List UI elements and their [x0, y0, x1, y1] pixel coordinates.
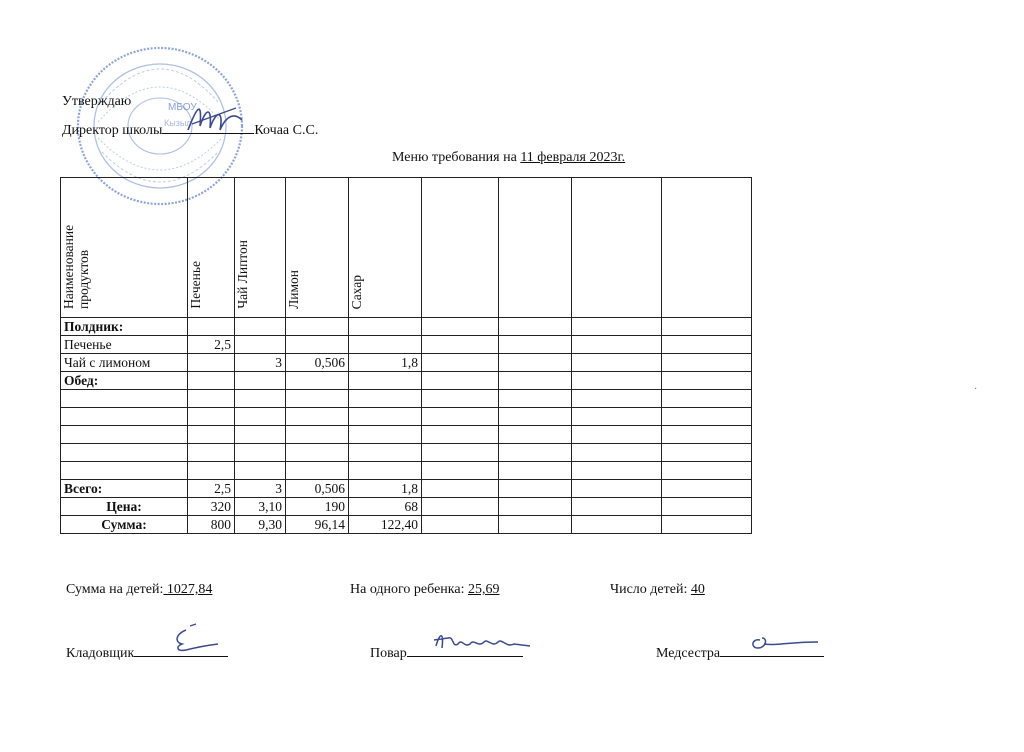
- table-cell: 800: [188, 516, 235, 534]
- storekeeper-signature: [166, 620, 226, 656]
- director-signature: [180, 100, 250, 140]
- table-cell: [349, 336, 422, 354]
- header-column-label: [499, 305, 505, 313]
- children-count-label: Число детей:: [610, 582, 691, 597]
- header-column-label: Лимон: [286, 270, 301, 309]
- children-count-value: 40: [690, 582, 705, 597]
- table-cell: 0,506: [286, 480, 349, 498]
- table-cell: [235, 462, 286, 480]
- table-cell: [572, 408, 662, 426]
- header-column-cell: [499, 178, 572, 318]
- table-cell: [235, 372, 286, 390]
- table-cell: [286, 318, 349, 336]
- table-cell: [422, 390, 499, 408]
- table-cell: [422, 426, 499, 444]
- table-row: [61, 336, 752, 354]
- table-cell: [499, 462, 572, 480]
- table-cell: [235, 336, 286, 354]
- table-cell: [188, 354, 235, 372]
- table-cell: [662, 444, 752, 462]
- table-cell: [572, 516, 662, 534]
- table-cell: [662, 354, 752, 372]
- row-label: Обед:: [61, 372, 188, 390]
- table-cell: [188, 372, 235, 390]
- menu-title-prefix: Меню требования на: [392, 150, 521, 165]
- table-cell: [662, 318, 752, 336]
- nurse-label: Медсестра: [656, 646, 721, 661]
- row-label: [61, 408, 188, 426]
- table-cell: [188, 426, 235, 444]
- table-cell: [422, 480, 499, 498]
- table-cell: [572, 318, 662, 336]
- row-label: [61, 426, 188, 444]
- row-label: [61, 390, 188, 408]
- header-products-label: Наименование продуктов: [61, 224, 91, 309]
- table-cell: [572, 426, 662, 444]
- table-cell: [422, 336, 499, 354]
- table-cell: [235, 318, 286, 336]
- table-cell: [235, 444, 286, 462]
- director-label: Директор школы: [62, 123, 163, 138]
- sum-children: [66, 582, 212, 598]
- header-column-label: Чай Липтон: [235, 240, 250, 309]
- table-cell: [662, 498, 752, 516]
- table-header-row: [61, 178, 752, 318]
- header-column-cell: [349, 178, 422, 318]
- table-cell: [499, 372, 572, 390]
- sum-children-label: Сумма на детей:: [66, 582, 164, 597]
- table-cell: [422, 372, 499, 390]
- table-cell: 190: [286, 498, 349, 516]
- table-cell: [188, 444, 235, 462]
- table-row: [61, 390, 752, 408]
- table-cell: [349, 318, 422, 336]
- table-cell: [499, 516, 572, 534]
- table-cell: [499, 408, 572, 426]
- header-column-cell: [188, 178, 235, 318]
- table-cell: 3: [235, 354, 286, 372]
- table-cell: [572, 336, 662, 354]
- table-cell: [286, 408, 349, 426]
- svg-text:Кызыл: Кызыл: [164, 118, 192, 128]
- header-column-label: Сахар: [349, 274, 364, 309]
- row-label: Полдник:: [61, 318, 188, 336]
- table-cell: [235, 408, 286, 426]
- header-column-cell: [662, 178, 752, 318]
- table-cell: [422, 444, 499, 462]
- table-cell: [188, 390, 235, 408]
- header-column-cell: [235, 178, 286, 318]
- table-cell: [286, 462, 349, 480]
- header-column-label: [572, 305, 578, 313]
- header-column-cell: [422, 178, 499, 318]
- table-row: [61, 408, 752, 426]
- table-cell: [572, 354, 662, 372]
- table-cell: [422, 408, 499, 426]
- table-cell: [572, 372, 662, 390]
- table-cell: [662, 372, 752, 390]
- table-row: [61, 426, 752, 444]
- table-cell: [499, 390, 572, 408]
- table-cell: [349, 408, 422, 426]
- sum-children-value: 1027,84: [163, 582, 213, 597]
- row-label: Чай с лимоном: [61, 354, 188, 372]
- header-products-cell: [61, 178, 188, 318]
- storekeeper-label: Кладовщик: [66, 646, 135, 661]
- header-column-cell: [572, 178, 662, 318]
- table-cell: 1,8: [349, 354, 422, 372]
- table-cell: [572, 444, 662, 462]
- table-cell: [662, 390, 752, 408]
- table-cell: 3,10: [235, 498, 286, 516]
- cook-signature: [430, 626, 534, 656]
- table-cell: [662, 462, 752, 480]
- table-cell: [286, 426, 349, 444]
- table-cell: [499, 480, 572, 498]
- table-cell: [499, 318, 572, 336]
- header-column-label: Печенье: [188, 261, 203, 309]
- per-child-value: 25,69: [467, 582, 500, 597]
- row-label: [61, 444, 188, 462]
- row-label: Цена:: [61, 498, 188, 516]
- table-cell: [188, 318, 235, 336]
- table-cell: [662, 426, 752, 444]
- table-row: [61, 372, 752, 390]
- table-cell: [422, 498, 499, 516]
- table-row: [61, 480, 752, 498]
- scan-dot: ·: [974, 384, 978, 395]
- table-row: [61, 462, 752, 480]
- table-cell: [422, 318, 499, 336]
- table-cell: [499, 426, 572, 444]
- table-cell: 2,5: [188, 480, 235, 498]
- table-row: [61, 444, 752, 462]
- table-row: [61, 318, 752, 336]
- table-cell: [572, 480, 662, 498]
- table-cell: [662, 516, 752, 534]
- seal-center-text: МБОУ: [168, 102, 197, 113]
- table-cell: [235, 426, 286, 444]
- director-name: Кочаа С.С.: [254, 123, 319, 138]
- nurse-signature: [746, 630, 826, 654]
- table-row: [61, 498, 752, 516]
- children-count: [610, 582, 705, 598]
- approve-label: Утверждаю: [62, 94, 132, 109]
- row-label: Сумма:: [61, 516, 188, 534]
- table-cell: [286, 372, 349, 390]
- table-row: [61, 354, 752, 372]
- table-cell: [349, 390, 422, 408]
- table-cell: [499, 498, 572, 516]
- table-cell: [286, 444, 349, 462]
- table-cell: [349, 372, 422, 390]
- table-cell: [188, 408, 235, 426]
- table-cell: 9,30: [235, 516, 286, 534]
- per-child-label: На одного ребенка:: [350, 582, 468, 597]
- table-cell: 320: [188, 498, 235, 516]
- table-cell: 122,40: [349, 516, 422, 534]
- table-cell: 2,5: [188, 336, 235, 354]
- table-cell: 68: [349, 498, 422, 516]
- cook-label: Повар: [370, 646, 407, 661]
- menu-title-date: 11 февраля 2023г.: [520, 150, 626, 165]
- header-column-label: [422, 305, 428, 313]
- menu-requirements-table: [60, 177, 752, 534]
- table-cell: [286, 336, 349, 354]
- table-cell: [662, 408, 752, 426]
- table-cell: [422, 516, 499, 534]
- table-cell: [499, 354, 572, 372]
- row-label: [61, 462, 188, 480]
- table-cell: [349, 426, 422, 444]
- table-cell: [422, 354, 499, 372]
- header-column-cell: [286, 178, 349, 318]
- table-cell: 96,14: [286, 516, 349, 534]
- table-cell: [499, 444, 572, 462]
- table-cell: [286, 390, 349, 408]
- table-cell: 3: [235, 480, 286, 498]
- table-cell: [349, 444, 422, 462]
- table-cell: [572, 462, 662, 480]
- header-column-label: [662, 305, 668, 313]
- table-cell: [572, 390, 662, 408]
- table-cell: 1,8: [349, 480, 422, 498]
- table-cell: 0,506: [286, 354, 349, 372]
- table-cell: [662, 336, 752, 354]
- table-row: [61, 516, 752, 534]
- table-cell: [349, 462, 422, 480]
- menu-title: [392, 150, 625, 166]
- row-label: Всего:: [61, 480, 188, 498]
- table-cell: [572, 498, 662, 516]
- row-label: Печенье: [61, 336, 188, 354]
- table-cell: [499, 336, 572, 354]
- table-cell: [422, 462, 499, 480]
- menu-requirements-table-wrapper: [60, 177, 752, 534]
- per-child: [350, 582, 499, 598]
- table-cell: [188, 462, 235, 480]
- table-cell: [662, 480, 752, 498]
- table-cell: [235, 390, 286, 408]
